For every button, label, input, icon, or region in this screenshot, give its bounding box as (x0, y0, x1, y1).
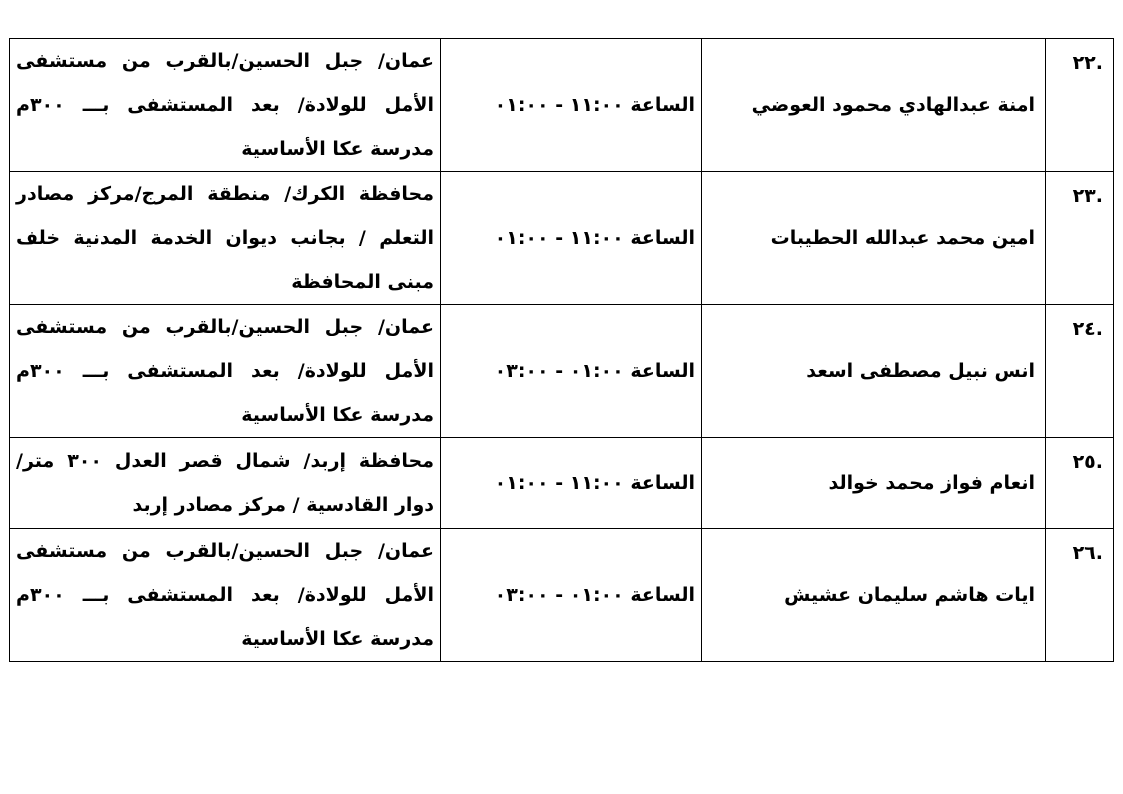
time-slot: الساعة ١١:٠٠ - ٠١:٠٠ (441, 438, 702, 529)
location: عمان/ جبل الحسين/بالقرب من مستشفى الأمل للولادة/ بعد المستشفى بـــ ٣٠٠م مدرسة عكا الأساسية (10, 305, 441, 438)
person-name: ايات هاشم سليمان عشيش (702, 529, 1046, 662)
document-page (9, 38, 1114, 662)
person-name: امنة عبدالهادي محمود العوضي (702, 39, 1046, 172)
person-name: انس نبيل مصطفى اسعد (702, 305, 1046, 438)
row-number: .٢٢ (1046, 39, 1114, 172)
row-number: .٢٤ (1046, 305, 1114, 438)
location: محافظة الكرك/ منطقة المرج/مركز مصادر التعلم / بجانب ديوان الخدمة المدنية خلف مبنى المحافظة (10, 172, 441, 305)
person-name: انعام فواز محمد خوالد (702, 438, 1046, 529)
table-row (10, 529, 1114, 662)
row-number: .٢٦ (1046, 529, 1114, 662)
table-row (10, 172, 1114, 305)
table-row (10, 39, 1114, 172)
time-slot: الساعة ٠١:٠٠ - ٠٣:٠٠ (441, 529, 702, 662)
location: عمان/ جبل الحسين/بالقرب من مستشفى الأمل للولادة/ بعد المستشفى بـــ ٣٠٠م مدرسة عكا الأساسية (10, 529, 441, 662)
row-number: .٢٣ (1046, 172, 1114, 305)
table-row (10, 438, 1114, 529)
location: عمان/ جبل الحسين/بالقرب من مستشفى الأمل للولادة/ بعد المستشفى بـــ ٣٠٠م مدرسة عكا الأساسية (10, 39, 441, 172)
time-slot: الساعة ٠١:٠٠ - ٠٣:٠٠ (441, 305, 702, 438)
time-slot: الساعة ١١:٠٠ - ٠١:٠٠ (441, 172, 702, 305)
table-row (10, 305, 1114, 438)
person-name: امين محمد عبدالله الحطيبات (702, 172, 1046, 305)
schedule-table (9, 38, 1114, 662)
time-slot: الساعة ١١:٠٠ - ٠١:٠٠ (441, 39, 702, 172)
row-number: .٢٥ (1046, 438, 1114, 529)
location: محافظة إربد/ شمال قصر العدل ٣٠٠ متر/ دوار القادسية / مركز مصادر إربد (10, 438, 441, 529)
